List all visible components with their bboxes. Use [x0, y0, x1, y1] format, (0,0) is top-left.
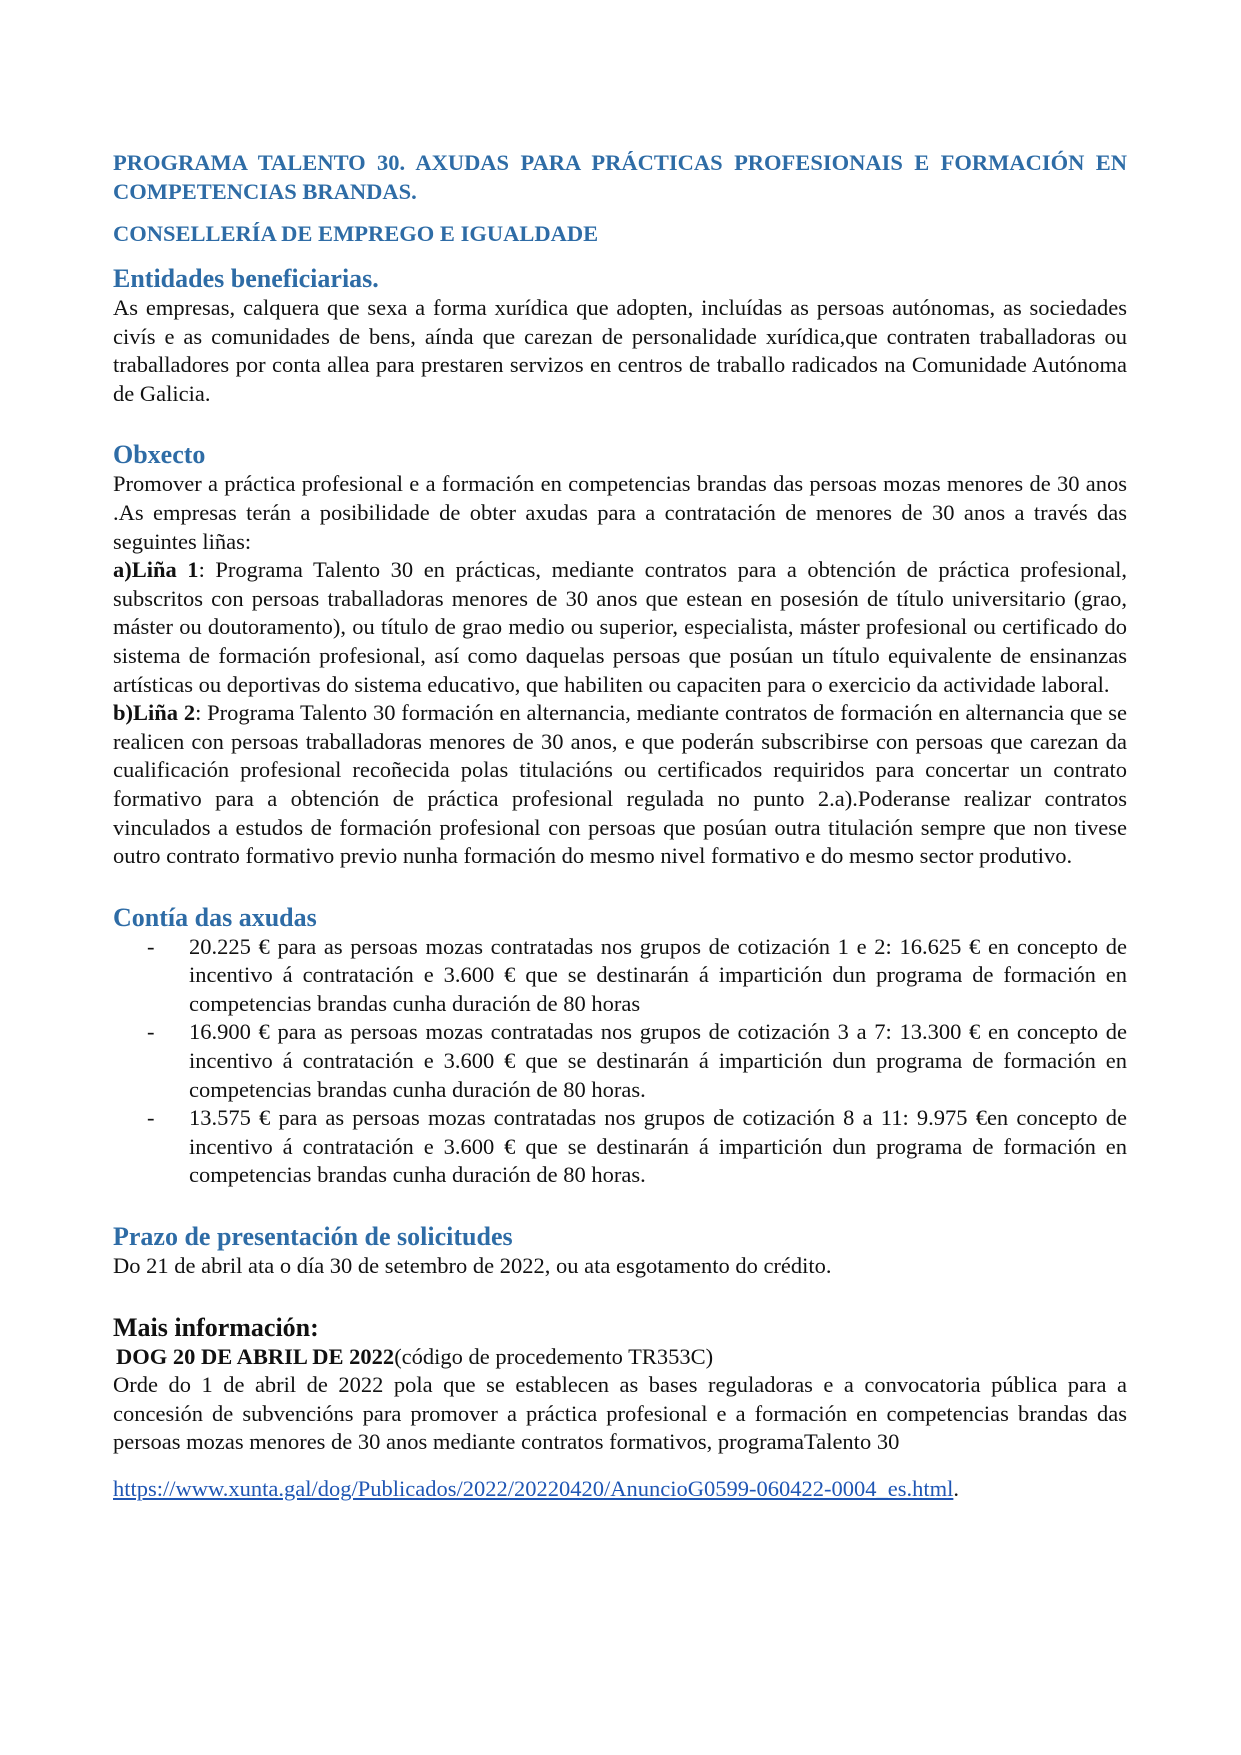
dog-reference — [113, 1343, 1127, 1372]
object-intro: Promover a práctica profesional e a formación en competencias brandas das persoas mozas menores de 30 anos .As empresas terán a posibilidade de obter axudas para a contratación de menores de 30 anos a través das seguintes liñas: — [113, 471, 1127, 554]
department-name: CONSELLERÍA DE EMPREGO E IGUALDADE — [113, 221, 599, 246]
amount-item-text: 16.900 € para as persoas mozas contratadas nos grupos de cotización 3 a 7: 13.300 € en concepto de incentivo á contratación e 3.600 € que se destinarán á impartición dun programa de formación en competencias brandas cunha duración de 80 horas. — [189, 1019, 1127, 1102]
object-section — [113, 440, 1127, 870]
more-info-heading: Mais información: — [113, 1312, 319, 1342]
line-b-paragraph — [113, 699, 1127, 871]
link-suffix: . — [953, 1476, 959, 1501]
list-bullet: - — [147, 1019, 155, 1045]
list-item — [113, 933, 1127, 1019]
line-b-text: : Programa Talento 30 formación en alternancia, mediante contratos de formación en alternancia que se realicen con persoas traballadoras menores de 30 anos, e que poderán subscribirse con persoas que carezan da cualificación profesional recoñecida polas titulacións ou certificados requiridos para concertar un contrato formativo para a obtención de práctica profesional regulada no punto 2.a).Poderanse realizar contratos vinculados a estudos de formación profesional con persoas que posúan outra titulación sempre que non tivese outro contrato formativo previo nunha formación do mesmo nivel formativo e do mesmo sector produtivo. — [113, 700, 1127, 869]
list-item — [113, 1104, 1127, 1190]
object-heading: Obxecto — [113, 440, 206, 470]
line-b-label: b)Liña 2 — [113, 700, 196, 726]
deadline-text: Do 21 de abril ata o día 30 de setembro de 2022, ou ata esgotamento do crédito. — [113, 1253, 832, 1279]
list-bullet: - — [147, 1105, 155, 1131]
deadline-section — [113, 1222, 1127, 1281]
list-bullet: - — [147, 933, 155, 959]
order-text: Orde do 1 de abril de 2022 pola que se establecen as bases reguladoras e a convocatoria pública para a concesión de subvencións para promover a práctica profesional e a formación en competencias brandas das persoas mozas menores de 30 anos mediante contratos formativos, programaTalento 30 — [113, 1372, 1127, 1455]
beneficiaries-heading: Entidades beneficiarias. — [113, 264, 379, 293]
dog-code: (código de procedemento TR353C) — [394, 1343, 714, 1369]
deadline-heading: Prazo de presentación de solicitudes — [113, 1222, 513, 1252]
line-a-label: a)Liña 1 — [113, 557, 199, 583]
amounts-heading: Contía das axudas — [113, 902, 317, 932]
list-item — [113, 1018, 1127, 1104]
amounts-section — [113, 903, 1127, 1190]
line-a-paragraph — [113, 556, 1127, 699]
beneficiaries-text: As empresas, calquera que sexa a forma xurídica que adopten, incluídas as persoas autónomas, as sociedades civís e as comunidades de bens, aínda que carezan de personalidade xurídica,que contraten traballadoras ou traballadores por conta allea para prestaren servizos en centros de traballo radicados na Comunidade Autónoma de Galicia. — [113, 295, 1127, 406]
dog-label: DOG 20 DE ABRIL DE 2022 — [116, 1343, 395, 1369]
amounts-list — [113, 933, 1127, 1190]
link-line — [113, 1475, 1127, 1504]
amount-item-text: 20.225 € para as persoas mozas contratadas nos grupos de cotización 1 e 2: 16.625 € en concepto de incentivo á contratación e 3.600 € que se destinarán á impartición dun programa de formación en competencias brandas cunha duración de 80 horas — [189, 933, 1127, 1016]
document-title: PROGRAMA TALENTO 30. AXUDAS PARA PRÁCTICAS PROFESIONAIS E FORMACIÓN EN COMPETENCIAS BRANDAS. — [113, 150, 1127, 204]
line-a-text: : Programa Talento 30 en prácticas, mediante contratos para a obtención de práctica profesional, subscritos con persoas traballadoras menores de 30 anos que estean en posesión de título universitario (grao, máster ou doutoramento), ou título de grao medio ou superior, especialista, máster profesional ou certificado do sistema de formación profesional, así como daquelas persoas que posúan un título equivalente de ensinanzas artísticas ou deportivas do sistema educativo, que habiliten ou capaciten para o exercicio da actividade laboral. — [113, 557, 1127, 697]
dog-link[interactable]: https://www.xunta.gal/dog/Publicados/2022/20220420/AnuncioG0599-060422-0004_es.html — [113, 1476, 954, 1501]
beneficiaries-section — [113, 264, 1127, 408]
more-info-section — [113, 1313, 1127, 1504]
amount-item-text: 13.575 € para as persoas mozas contratadas nos grupos de cotización 8 a 11: 9.975 €en concepto de incentivo á contratación e 3.600 € que se destinarán á impartición dun programa de formación en competencias brandas cunha duración de 80 horas. — [189, 1105, 1127, 1188]
